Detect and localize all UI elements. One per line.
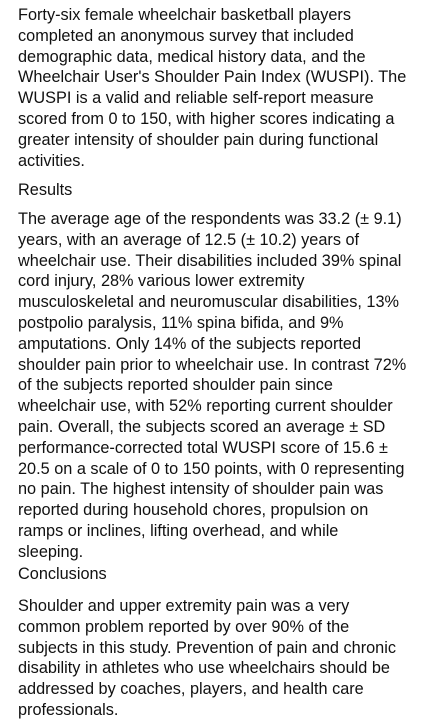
conclusions-paragraph: Shoulder and upper extremity pain was a very common problem reported by over 90% of the subjects in this study. Prevention of pain and chronic disability in athletes who use wheelchairs should be addressed by coaches, players, and health care professionals. bbox=[18, 597, 396, 719]
results-paragraph: The average age of the respondents was 33.2 (± 9.1) years, with an average of 12.5 (± 10.2) years of wheelchair use. Their disabilities included 39% spinal cord injury, 28% various lower extremity musculoskeletal and neuromuscular disabilities, 13% postpolio paralysis, 11% spina bifida, and 9% amputations. Only 14% of the subjects reported shoulder pain prior to wheelchair use. In contrast 72% of the subjects reported shoulder pain since wheelchair use, with 52% reporting current shoulder pain. Overall, the subjects scored an average ± SD performance-corrected total WUSPI score of 15.6 ± 20.5 on a scale of 0 to 150 points, with 0 representing no pain. The highest intensity of shoulder pain was reported during household chores, propulsion on ramps or inclines, lifting overhead, and while sleeping. bbox=[18, 210, 407, 561]
conclusions-heading: Conclusions bbox=[18, 565, 107, 583]
results-heading: Results bbox=[18, 181, 73, 199]
intro-paragraph: Forty-six female wheelchair basketball players completed an anonymous survey that included demographic data, medical history data, and the Wheelchair User's Shoulder Pain Index (WUSPI). The WUSPI is a valid and reliable self-report measure scored from 0 to 150, with higher scores indicating a greater intensity of shoulder pain during functional activities. bbox=[18, 6, 407, 170]
